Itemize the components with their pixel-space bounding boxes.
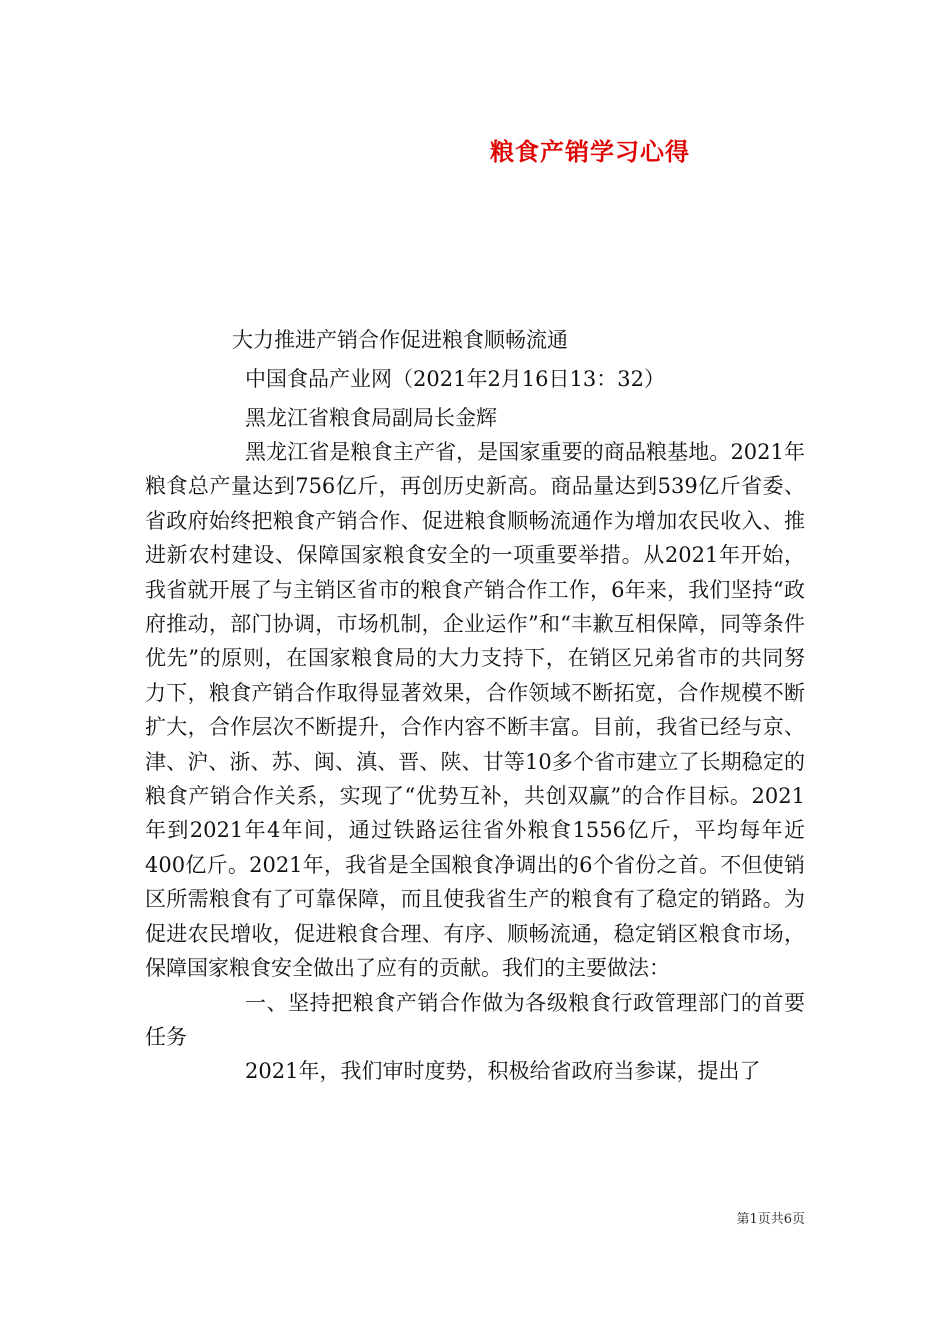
article-subtitle: 大力推进产销合作促进粮食顺畅流通 xyxy=(232,328,568,352)
body-paragraph-1: 黑龙江省是粮食主产省，是国家重要的商品粮基地。2021年粮食总产量达到756亿斤，再创历史新高。商品量达到539亿斤省委、省政府始终把粮食产销合作、促进粮食顺畅流通作为增加农民收入、推进新农村建设、保障国家粮食安全的一项重要举措。从2021年开始，我省就开展了与主销区省市的粮食产销合作工作，6年来，我们坚持“政府推动，部门协调，市场机制，企业运作”和“丰歉互相保障，同等条件优先”的原则，在国家粮食局的大力支持下，在销区兄弟省市的共同努力下，粮食产销合作取得显著效果，合作领域不断拓宽，合作规模不断扩大，合作层次不断提升，合作内容不断丰富。目前，我省已经与京、津、沪、浙、苏、闽、滇、晋、陕、甘等10多个省市建立了长期稳定的粮食产销合作关系，实现了“优势互补，共创双赢”的合作目标。2021年到2021年4年间，通过铁路运往省外粮食1556亿斤，平均每年近400亿斤。2021年，我省是全国粮食净调出的6个省份之首。不但使销区所需粮食有了可靠保障，而且使我省生产的粮食有了稳定的销路。为促进农民增收，促进粮食合理、有序、顺畅流通，稳定销区粮食市场，保障国家粮食安全做出了应有的贡献。我们的主要做法： xyxy=(145,440,805,981)
section-heading-1: 一、坚持把粮食产销合作做为各级粮食行政管理部门的首要任务 xyxy=(145,990,805,1049)
article-author: 黑龙江省粮食局副局长金辉 xyxy=(245,406,497,430)
page-number: 第1页共6页 xyxy=(736,1212,805,1227)
document-title: 粮食产销学习心得 xyxy=(490,138,690,166)
article-source: 中国食品产业网（2021年2月16日13：32） xyxy=(245,367,665,391)
article-body xyxy=(145,435,805,1089)
body-paragraph-2: 2021年，我们审时度势，积极给省政府当参谋，提出了 xyxy=(245,1059,761,1084)
